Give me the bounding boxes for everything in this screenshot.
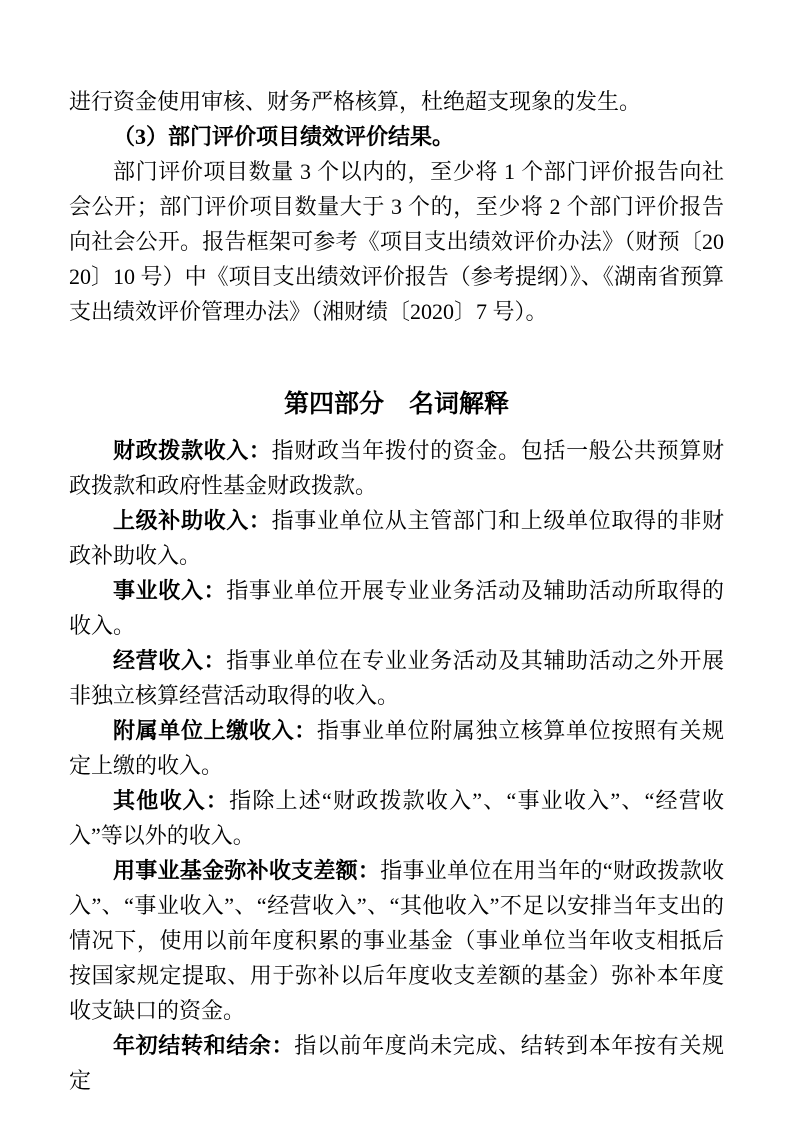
definition-text: 指事业单位开展专业业务活动及辅助活动所取得的收入。 [69,578,724,638]
definition-term: 财政拨款收入： [113,438,272,463]
paragraph-evaluation-disclosure: 部门评价项目数量 3 个以内的，至少将 1 个部门评价报告向社会公开；部门评价项目数量大于 3 个的，至少将 2 个部门评价报告向社会公开。报告框架可参考《项目支出绩效评价办法》（财预〔2020〕10 号）中《项目支出绩效评价报告（参考提纲）》、《湖南省预算支出绩效评价管理办法》（湘财绩〔2020〕7 号）。 [69,159,724,324]
definition-term: 其他收入： [113,788,230,813]
definition-text: 指事业单位在专业业务活动及其辅助活动之外开展非独立核算经营活动取得的收入。 [69,648,724,708]
definition-term: 事业收入： [113,578,227,603]
definition-item [69,783,724,853]
definition-term: 年初结转和结余： [113,1033,295,1058]
definition-text: 指以前年度尚未完成、结转到本年按有关规定 [69,1033,724,1093]
definition-term: 附属单位上缴收入： [113,718,317,743]
definition-text: 指除上述“财政拨款收入”、“事业收入”、“经营收入”等以外的收入。 [69,788,724,848]
definition-item [69,503,724,573]
definition-text: 指事业单位从主管部门和上级单位取得的非财政补助收入。 [69,508,724,568]
definition-item [69,433,724,503]
definition-text: 指事业单位附属独立核算单位按照有关规定上缴的收入。 [69,718,724,778]
definition-text: 指财政当年拨付的资金。包括一般公共预算财政拨款和政府性基金财政拨款。 [69,438,724,498]
section-title: 第四部分 名词解释 [283,391,509,418]
definition-text: 指事业单位在用当年的“财政拨款收入”、“事业收入”、“经营收入”、“其他收入”不足以安排当年支出的情况下，使用以前年度积累的事业基金（事业单位当年收支相抵后按国家规定提取、用于弥补以后年度收支差额的基金）弥补本年度收支缺口的资金。 [69,858,724,1023]
paragraph-continuation: 进行资金使用审核、财务严格核算，杜绝超支现象的发生。 [69,89,642,114]
definition-item [69,713,724,783]
definition-item [69,573,724,643]
definition-term: 上级补助收入： [113,508,272,533]
definition-item [69,1028,724,1098]
definition-term: 经营收入： [113,648,227,673]
subsection-heading: （3）部门评价项目绩效评价结果。 [113,124,455,149]
definition-term: 用事业基金弥补收支差额： [113,858,381,883]
definition-item [69,853,724,1028]
definition-item [69,643,724,713]
